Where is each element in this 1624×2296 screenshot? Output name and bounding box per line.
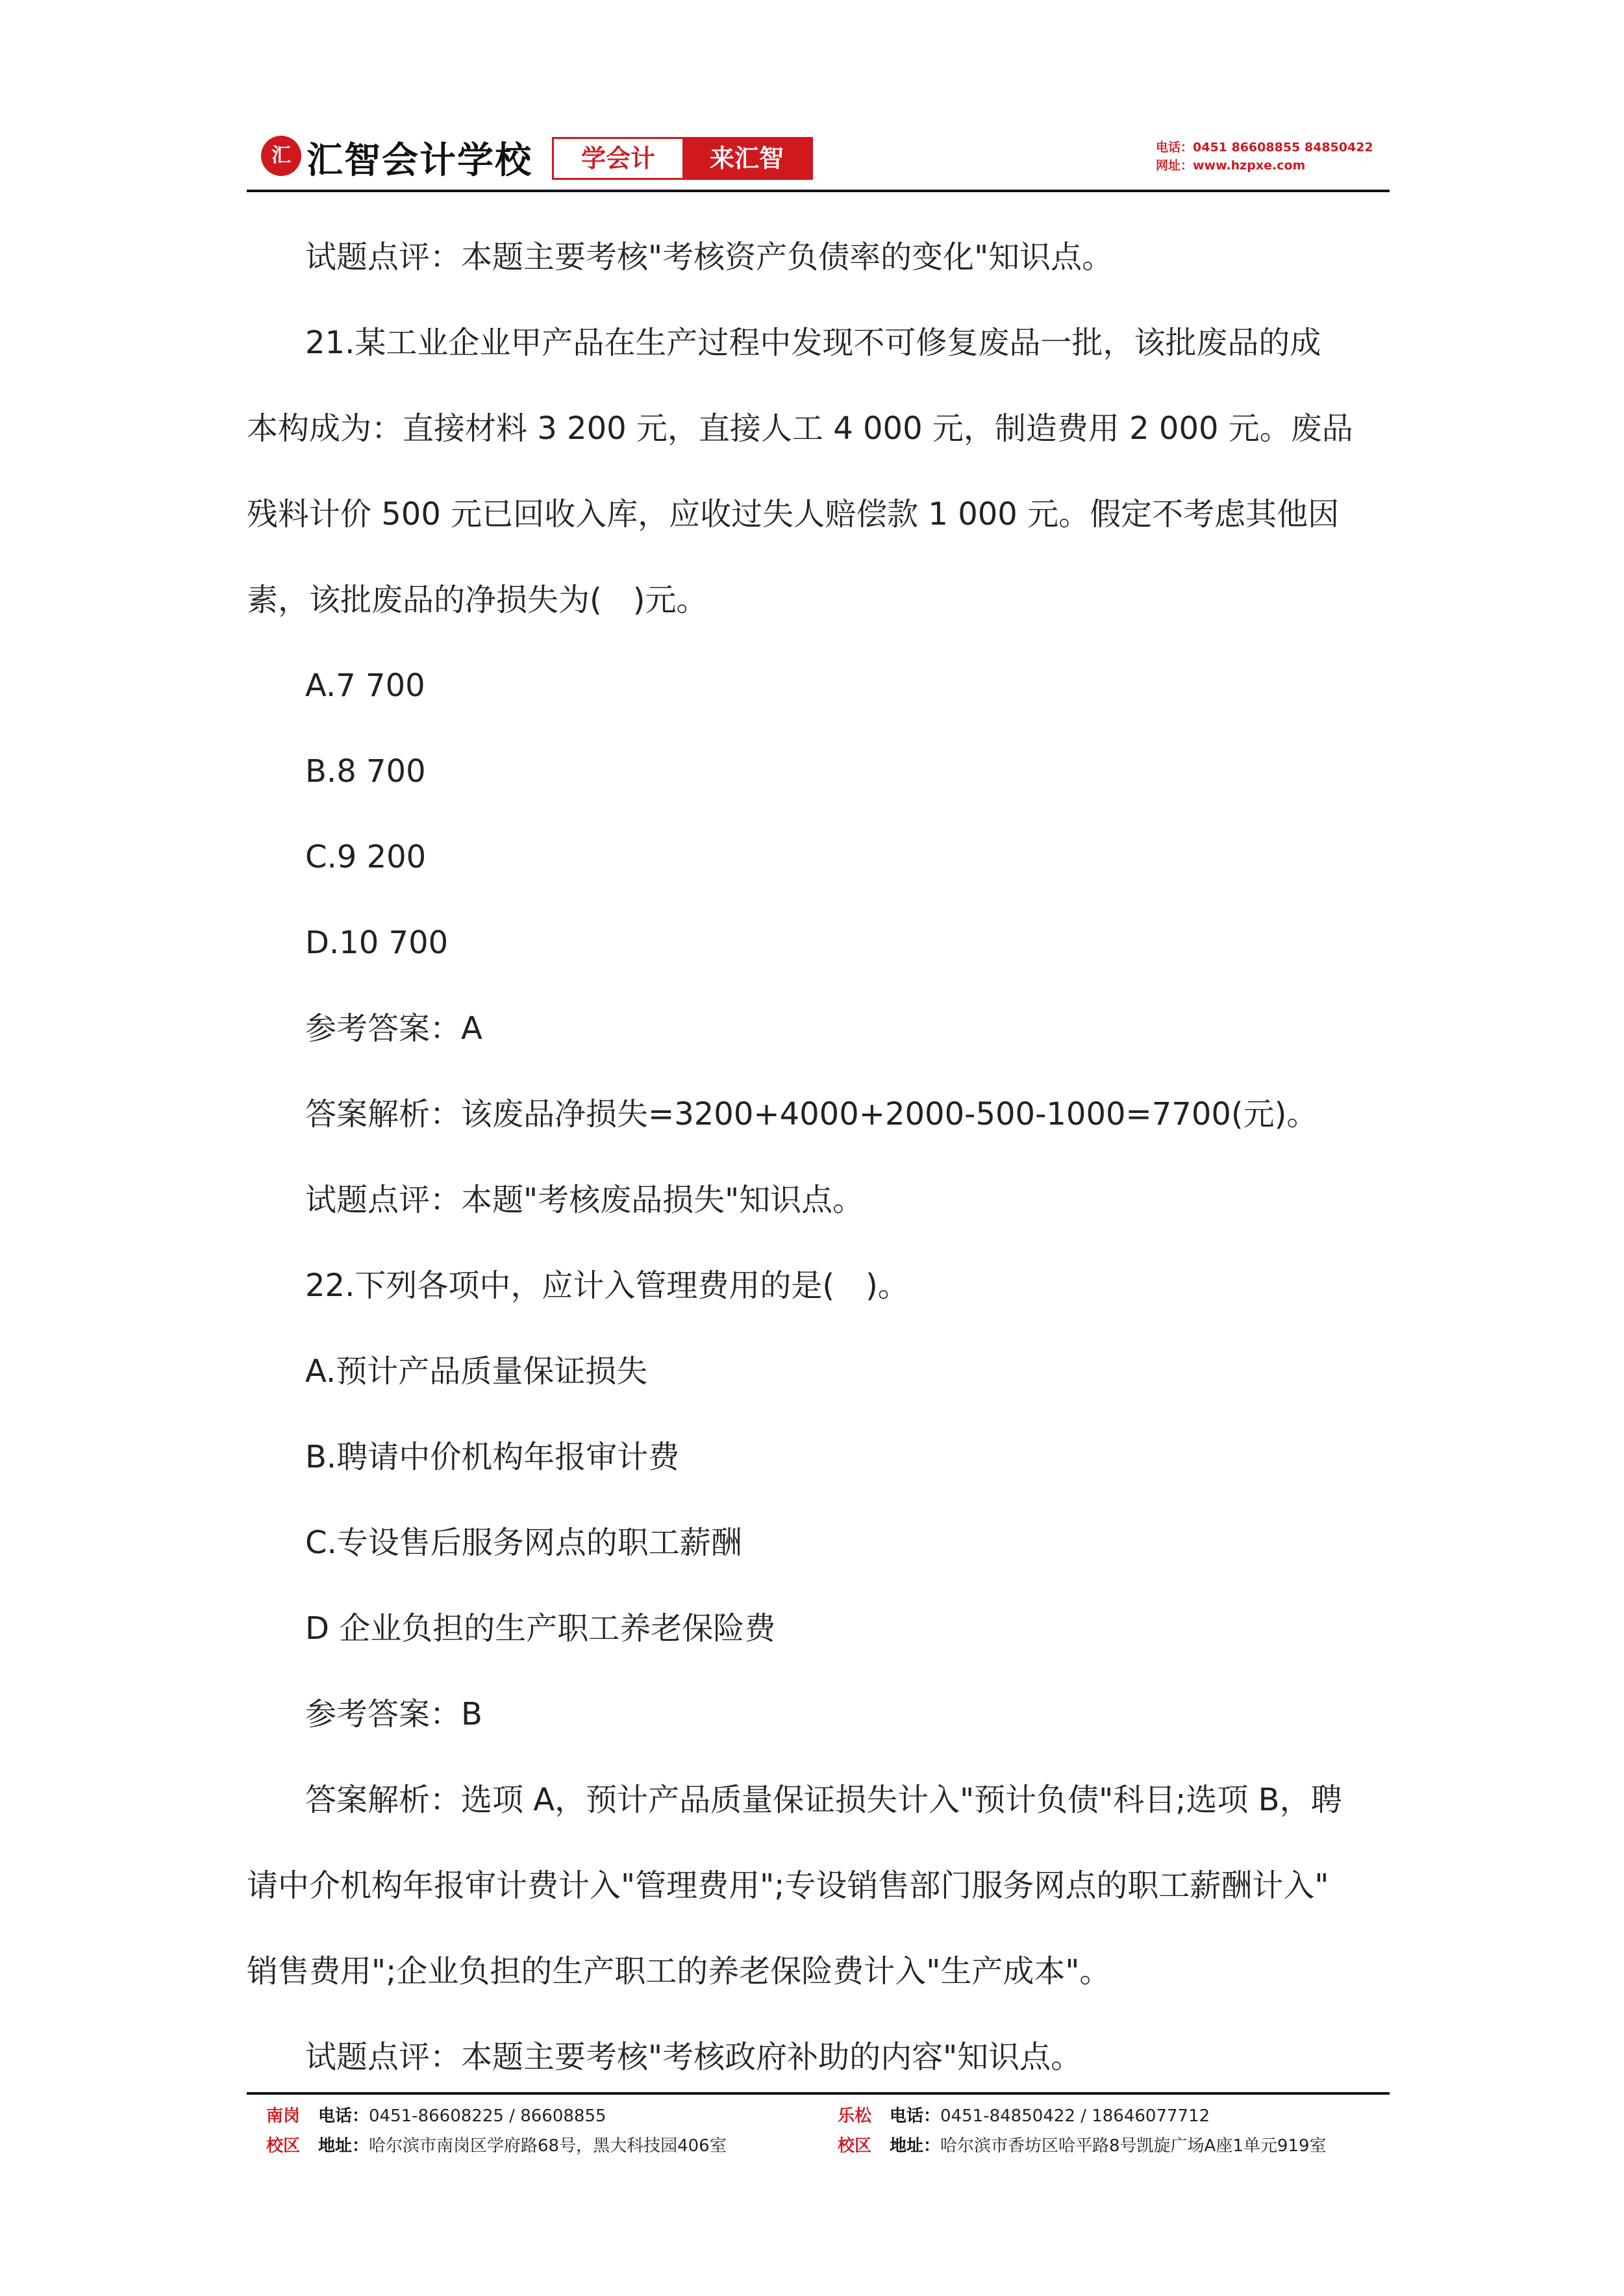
campus-address: 哈尔滨市香坊区哈平路8号凯旋广场A座1单元919室 — [940, 2136, 1327, 2156]
page-header — [247, 127, 1390, 192]
comment-line: 试题点评：本题主要考核"考核资产负债率的变化"知识点。 — [305, 239, 1114, 275]
phone-label: 电话： — [890, 2106, 941, 2126]
reference-answer: 参考答案：B — [305, 1696, 482, 1732]
header-divider — [247, 190, 1390, 192]
slogan-banner — [552, 137, 813, 180]
answer-analysis: 销售费用";企业负担的生产职工的养老保险费计入"生产成本"。 — [247, 1953, 1111, 1990]
reference-answer: 参考答案：A — [305, 1010, 482, 1047]
campus-tag: 南岗 — [266, 2106, 301, 2126]
campus-phone: 0451-86608225 / 86608855 — [369, 2106, 606, 2126]
comment-line: 试题点评：本题主要考核"考核政府补助的内容"知识点。 — [305, 2039, 1082, 2075]
footer-campus-nangang — [266, 2101, 727, 2161]
question-21-line: 本构成为：直接材料 3 200 元，直接人工 4 000 元，制造费用 2 000 元。废品 — [247, 410, 1353, 447]
option-d: D 企业负担的生产职工养老保险费 — [305, 1610, 776, 1647]
answer-analysis: 答案解析：该废品净损失=3200+4000+2000-500-1000=7700(元)。 — [305, 1096, 1318, 1132]
campus-address: 哈尔滨市南岗区学府路68号，黑大科技园406室 — [369, 2136, 727, 2156]
header-website: 网址：www.hzpxe.com — [1156, 158, 1306, 173]
header-contact — [1156, 138, 1373, 175]
campus-tag: 乐松 — [838, 2106, 872, 2126]
option-a: A.7 700 — [305, 668, 425, 704]
answer-analysis: 答案解析：选项 A，预计产品质量保证损失计入"预计负债"科目;选项 B，聘 — [305, 1782, 1342, 1818]
footer-campus-lesong — [838, 2101, 1327, 2161]
slogan-part-2: 来汇智 — [682, 139, 811, 178]
footer-divider — [247, 2092, 1390, 2095]
header-phone: 电话：0451 86608855 84850422 — [1156, 140, 1373, 155]
slogan-part-1: 学会计 — [554, 139, 682, 178]
phone-label: 电话： — [318, 2106, 369, 2126]
comment-line: 试题点评：本题"考核废品损失"知识点。 — [305, 1182, 864, 1218]
campus-tag: 校区 — [266, 2136, 301, 2156]
document-body — [247, 214, 1390, 2100]
question-22-line: 22.下列各项中，应计入管理费用的是( )。 — [305, 1267, 909, 1304]
question-21-line: 素，该批废品的净损失为( )元。 — [247, 582, 708, 618]
option-c: C.专设售后服务网点的职工薪酬 — [305, 1525, 742, 1561]
question-21-line: 残料计价 500 元已回收入库，应收过失人赔偿款 1 000 元。假定不考虑其他因 — [247, 496, 1340, 532]
address-label: 地址： — [890, 2136, 941, 2156]
option-d: D.10 700 — [305, 925, 449, 961]
campus-phone: 0451-84850422 / 18646077712 — [940, 2106, 1210, 2126]
address-label: 地址： — [318, 2136, 369, 2156]
school-name: 汇智会计学校 — [306, 140, 532, 182]
school-logo-icon: 汇 — [261, 136, 301, 176]
page-footer — [247, 2101, 1390, 2160]
answer-analysis: 请中介机构年报审计费计入"管理费用";专设销售部门服务网点的职工薪酬计入" — [247, 1867, 1329, 1904]
option-c: C.9 200 — [305, 839, 427, 875]
option-b: B.聘请中价机构年报审计费 — [305, 1439, 680, 1475]
campus-tag: 校区 — [838, 2136, 872, 2156]
option-b: B.8 700 — [305, 753, 426, 790]
question-21-line: 21.某工业企业甲产品在生产过程中发现不可修复废品一批，该批废品的成 — [305, 325, 1321, 361]
option-a: A.预计产品质量保证损失 — [305, 1353, 648, 1390]
